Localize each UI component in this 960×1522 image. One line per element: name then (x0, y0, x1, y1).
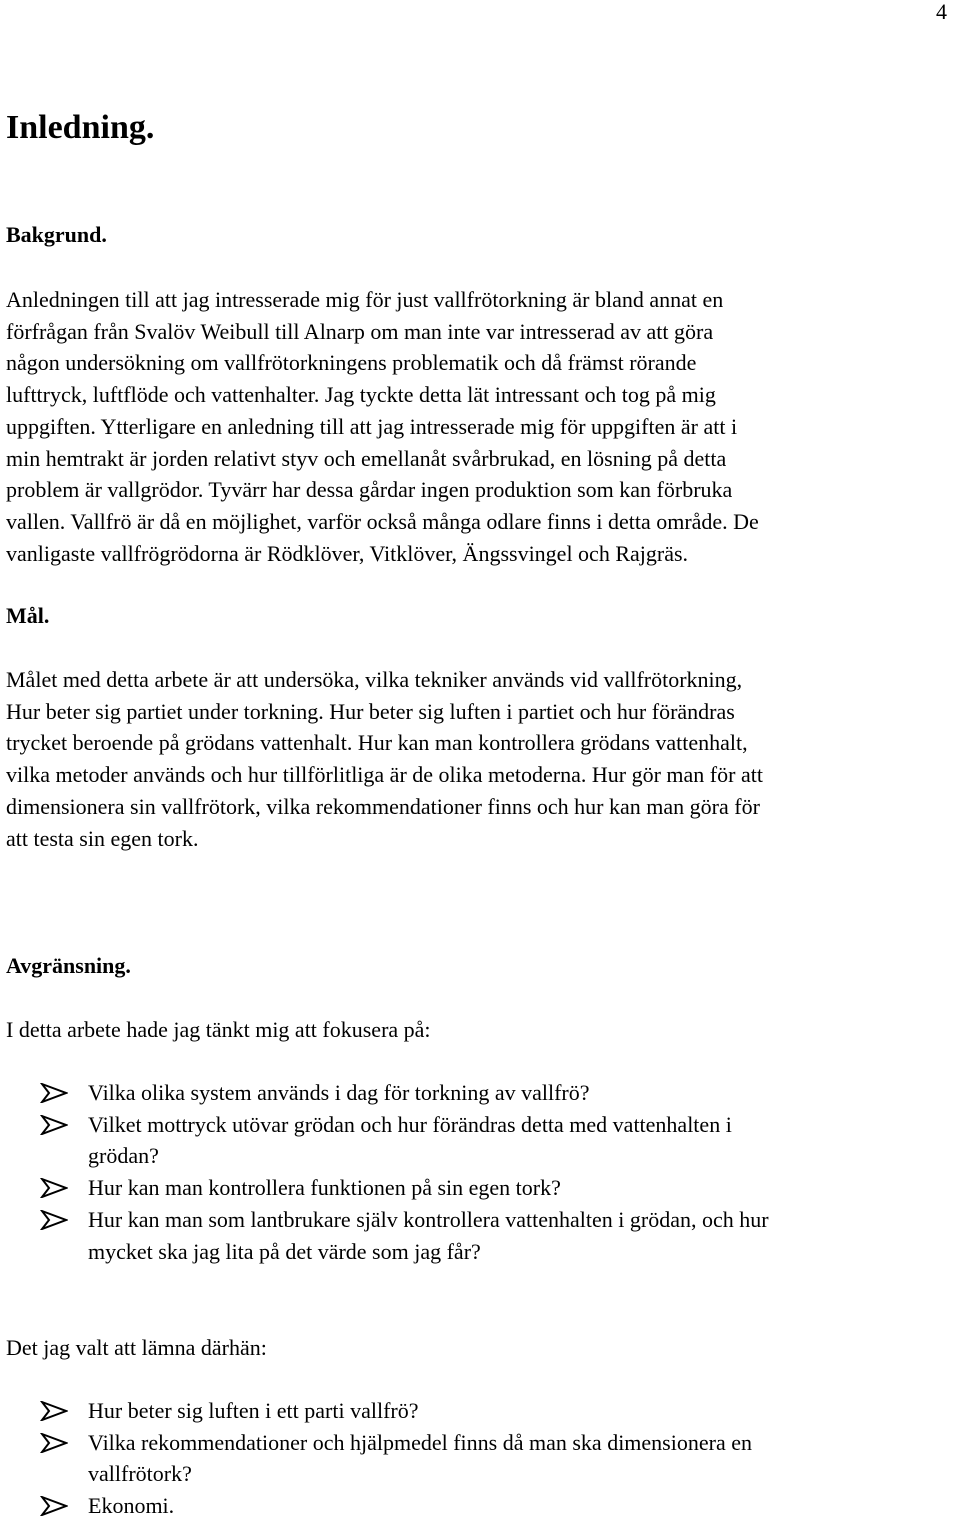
list-item-text: Hur kan man kontrollera funktionen på sin egen tork? (88, 1175, 561, 1201)
arrowhead-bullet-icon (40, 1433, 68, 1453)
text-line: problem är vallgrödor. Tyvärr har dessa gårdar ingen produktion som kan förbruka (6, 477, 733, 503)
section-heading-scope: Avgränsning. (6, 953, 131, 978)
list-item (0, 1427, 960, 1490)
excluded-intro (6, 1332, 958, 1364)
text-line: vanligaste vallfrögrödorna är Rödklöver, Vitklöver, Ängssvingel och Rajgräs. (6, 540, 689, 566)
section-heading-background: Bakgrund. (6, 222, 107, 247)
arrowhead-bullet-icon (40, 1401, 68, 1421)
text-line: lufttryck, luftflöde och vattenhalter. Jag tyckte detta lät intressant och tog på mig (6, 382, 716, 408)
arrowhead-bullet-icon (40, 1210, 68, 1230)
text-line: Målet med detta arbete är att undersöka, vilka tekniker används vid vallfrötorkning, (6, 667, 743, 692)
section-heading-goal: Mål. (6, 603, 50, 628)
text-line: min hemtrakt är jorden relativt styv och emellanåt svårbrukad, en lösning på detta (6, 445, 727, 471)
list-item (0, 1172, 960, 1204)
list-item (0, 1204, 960, 1267)
text-line: dimensionera sin vallfrötork, vilka rekommendationer finns och hur kan man göra för (6, 793, 760, 819)
list-item (0, 1490, 960, 1522)
list-item (0, 1395, 960, 1427)
list-item-text: Vilka rekommendationer och hjälpmedel finns då man ska dimensionera en (88, 1429, 752, 1455)
text-line: Hur beter sig partiet under torkning. Hur beter sig luften i partiet och hur förändras (6, 698, 735, 724)
text-line: Anledningen till att jag intresserade mig för just vallfrötorkning är bland annat en (6, 287, 724, 312)
page-number: 4 (936, 0, 947, 24)
document-title: Inledning. (6, 109, 155, 146)
arrowhead-bullet-icon (40, 1115, 68, 1135)
text-line: Det jag valt att lämna därhän: (6, 1335, 267, 1360)
text-line: I detta arbete hade jag tänkt mig att fokusera på: (6, 1017, 431, 1042)
text-line: någon undersökning om vallfrötorkningens problematik och då främst rörande (6, 350, 697, 376)
text-line: vallen. Vallfrö är då en möjlighet, varför också många odlare finns i detta område. De (6, 508, 759, 534)
goal-paragraph (6, 664, 958, 854)
list-item-text: Ekonomi. (88, 1493, 175, 1519)
text-line: trycket beroende på grödans vattenhalt. Hur kan man kontrollera grödans vattenhalt, (6, 730, 748, 756)
arrowhead-bullet-icon (40, 1083, 68, 1103)
list-item (0, 1109, 960, 1172)
list-item-text: grödan? (88, 1143, 159, 1169)
list-item-text: mycket ska jag lita på det värde som jag får? (88, 1238, 481, 1264)
focus-intro (6, 1014, 958, 1046)
text-line: uppgiften. Ytterligare en anledning till att jag intresserade mig för uppgiften är att i (6, 413, 738, 439)
background-paragraph (6, 284, 958, 569)
list-item-text: Hur kan man som lantbrukare själv kontrollera vattenhalten i grödan, och hur (88, 1206, 769, 1232)
list-item-text: Vilka olika system används i dag för torkning av vallfrö? (88, 1080, 590, 1105)
list-item (0, 1077, 960, 1109)
list-item-text: Vilket mottryck utövar grödan och hur förändras detta med vattenhalten i (88, 1111, 732, 1137)
arrowhead-bullet-icon (40, 1496, 68, 1516)
text-line: att testa sin egen tork. (6, 825, 199, 851)
list-item-text: Hur beter sig luften i ett parti vallfrö? (88, 1398, 419, 1423)
arrowhead-bullet-icon (40, 1178, 68, 1198)
focus-list (0, 1077, 960, 1267)
text-line: vilka metoder används och hur tillförlitliga är de olika metoderna. Hur gör man för att (6, 762, 763, 788)
text-line: förfrågan från Svalöv Weibull till Alnarp om man inte var intresserad av att göra (6, 318, 714, 344)
excluded-list (0, 1395, 960, 1522)
list-item-text: vallfrötork? (88, 1461, 192, 1487)
